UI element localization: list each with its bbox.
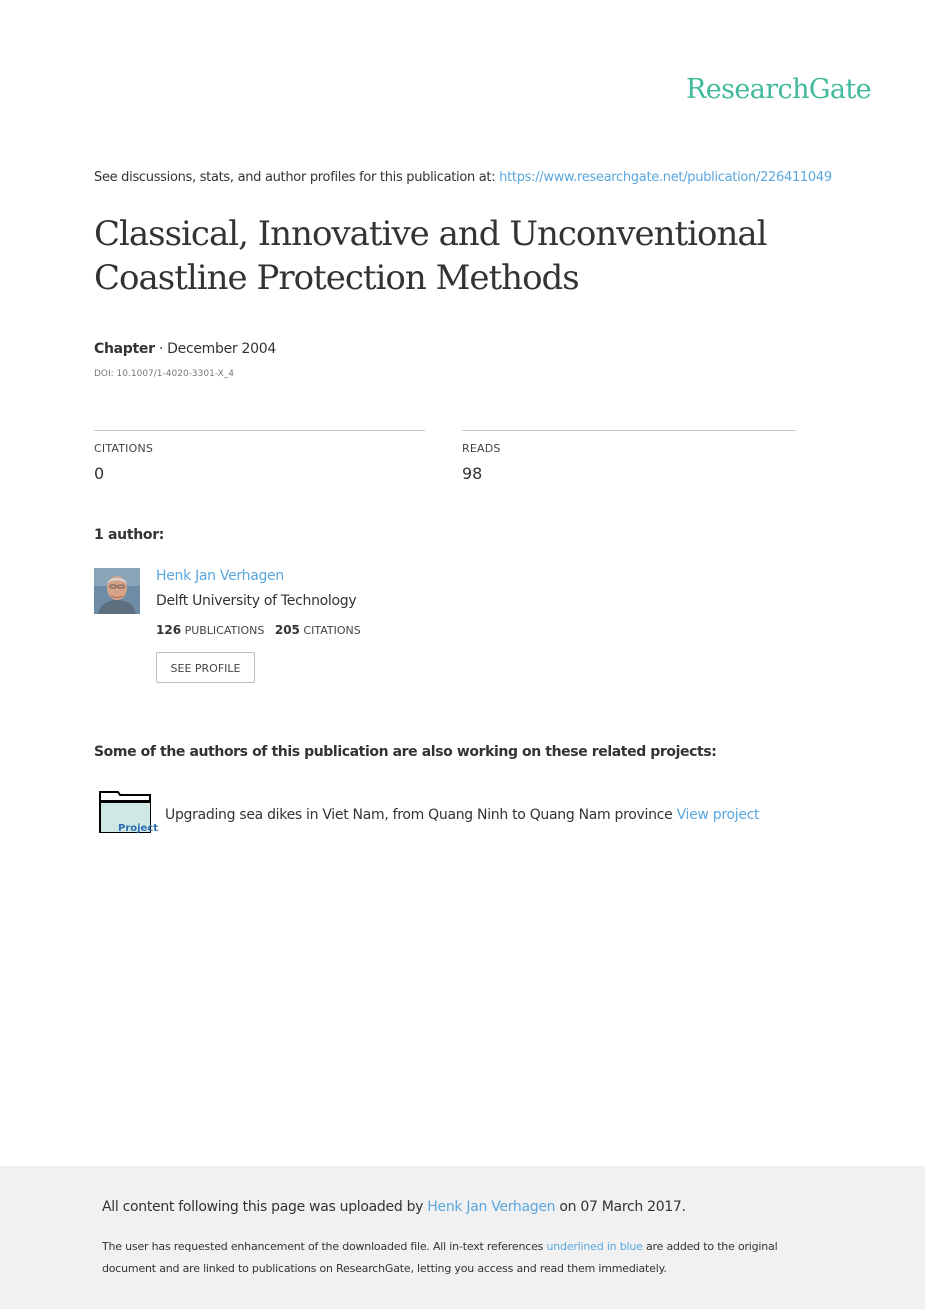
- reads-divider: [462, 430, 796, 431]
- authors-heading: 1 author:: [94, 527, 165, 543]
- project-icon-label: Project: [118, 823, 159, 834]
- upload-info: [102, 1199, 686, 1215]
- author-citations-label: CITATIONS: [303, 624, 361, 637]
- citations-divider: [94, 430, 425, 431]
- enhancement-note: [102, 1236, 822, 1280]
- uploader-link[interactable]: Henk Jan Verhagen: [427, 1199, 556, 1215]
- author-name-link[interactable]: Henk Jan Verhagen: [156, 568, 284, 584]
- publication-doi: DOI: 10.1007/1-4020-3301-X_4: [94, 369, 235, 379]
- author-citations-count: 205: [274, 623, 300, 637]
- reads-value: 98: [462, 464, 483, 483]
- see-discussions-text: See discussions, stats, and author profiles for this publication at:: [94, 170, 496, 185]
- author-publications-count: 126: [156, 623, 182, 637]
- author-institution: Delft University of Technology: [156, 593, 357, 609]
- researchgate-logo[interactable]: ResearchGate: [686, 74, 871, 105]
- publication-date: December 2004: [167, 341, 276, 357]
- upload-suffix: on 07 March 2017.: [559, 1199, 686, 1215]
- author-stats: [156, 623, 361, 637]
- upload-prefix: All content following this page was uploaded by: [102, 1199, 424, 1215]
- publication-meta: [94, 341, 276, 357]
- author-publications-label: PUBLICATIONS: [184, 624, 265, 637]
- publication-title: Classical, Innovative and Unconventional Coastline Protection Methods: [94, 214, 767, 298]
- view-project-link[interactable]: View project: [676, 807, 760, 823]
- note-suffix: are added to the original document and are linked to publications on ResearchGate, letting you access and read them immediately.: [102, 1240, 778, 1275]
- project-folder-icon: [100, 792, 159, 834]
- note-prefix: The user has requested enhancement of the downloaded file. All in-text references: [102, 1240, 544, 1253]
- related-projects-heading: Some of the authors of this publication are also working on these related projects:: [94, 744, 717, 760]
- citations-value: 0: [94, 464, 105, 483]
- see-profile-button[interactable]: SEE PROFILE: [156, 652, 255, 683]
- citations-label: CITATIONS: [94, 442, 154, 455]
- related-project-item: [165, 807, 759, 823]
- note-underlined-link[interactable]: underlined in blue: [546, 1240, 643, 1253]
- publication-url-link[interactable]: https://www.researchgate.net/publication/226411049: [499, 170, 832, 185]
- reads-label: READS: [462, 442, 501, 455]
- project-title: Upgrading sea dikes in Viet Nam, from Quang Ninh to Quang Nam province: [165, 807, 673, 823]
- author-avatar[interactable]: [94, 568, 140, 614]
- publication-type: Chapter: [94, 341, 155, 357]
- see-discussions-line: [94, 170, 832, 185]
- meta-separator: ·: [158, 341, 164, 357]
